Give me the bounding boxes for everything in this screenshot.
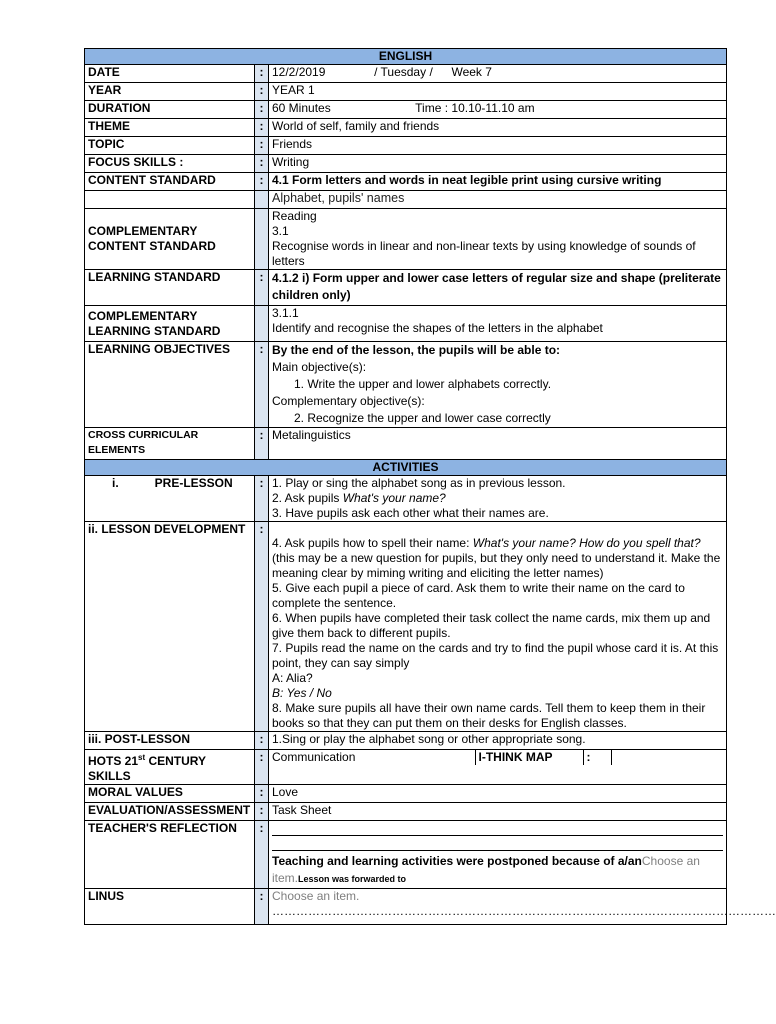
objectives-intro: By the end of the lesson, the pupils will be able to: [272, 343, 561, 357]
reflection-line-1[interactable] [272, 821, 723, 836]
reflection-label: TEACHER'S REFLECTION [85, 821, 255, 889]
colon: : [255, 342, 269, 428]
learning-standard-label: LEARNING STANDARD [85, 270, 255, 306]
linus-choose-dropdown[interactable]: Choose an item. [272, 889, 360, 903]
linus-value [269, 889, 776, 925]
reflection-postponed [272, 853, 723, 888]
colon: : [255, 65, 269, 83]
cross-curricular-value: Metalinguistics [269, 428, 727, 460]
linus-label: LINUS [85, 889, 255, 925]
ithink-label: I-THINK MAP [475, 750, 583, 765]
evaluation-label: EVALUATION/ASSESSMENT [85, 803, 255, 821]
pre-lesson-text: PRE-LESSON [154, 476, 233, 490]
dev-step-6: 6. When pupils have completed their task collect the name cards, mix them up and give them back to different pupils. [272, 611, 711, 640]
colon: : [255, 155, 269, 173]
colon: : [255, 428, 269, 460]
comp-objective-item: 2. Recognize the upper and lower case correctly [294, 411, 551, 425]
dev-step-5: 5. Give each pupil a piece of card. Ask them to write their name on the card to complete the sentence. [272, 581, 685, 610]
dev-step-8: 8. Make sure pupils all have their own name cards. Tell them to keep them in their books so that they can put them on their desks for English classes. [272, 701, 706, 730]
reflection-postponed-text: Teaching and learning activities were postponed because of a/an [272, 854, 642, 868]
colon: : [255, 83, 269, 101]
week-text: Week 7 [451, 65, 492, 79]
hots-label-b: CENTURY SKILLS [88, 754, 206, 783]
comp-content-standard-value [269, 209, 727, 270]
main-objective-heading: Main objective(s): [272, 360, 367, 374]
comp-content-line-3: Recognise words in linear and non-linear texts by using knowledge of sounds of letters [272, 239, 696, 268]
reflection-forwarded-text: Lesson was forwarded to [298, 874, 407, 884]
pre-lesson-num: i. [112, 476, 119, 490]
learning-objectives-label: LEARNING OBJECTIVES [85, 342, 255, 428]
hots-label [85, 750, 255, 785]
header-english: ENGLISH [85, 49, 727, 65]
comp-learning-standard-value [269, 306, 727, 342]
lesson-development-value [269, 522, 727, 732]
reflection-value [269, 821, 727, 889]
date-value [269, 65, 727, 83]
focus-skills-value: Writing [269, 155, 727, 173]
hots-label-a: HOTS 21 [88, 754, 139, 768]
pre-lesson-step-1: 1. Play or sing the alphabet song as in previous lesson. [272, 476, 566, 490]
evaluation-value: Task Sheet [269, 803, 727, 821]
ithink-value [611, 750, 726, 765]
hots-label-sup: st [138, 753, 146, 762]
dev-step-7: 7. Pupils read the name on the cards and try to find the pupil whose card it is. At this point, they can say simply [272, 641, 719, 670]
dev-b-line: B: Yes / No [272, 686, 332, 700]
date-text: 12/2/2019 [272, 65, 326, 79]
focus-skills-label: FOCUS SKILLS : [85, 155, 255, 173]
pre-lesson-step-2-question: What's your name? [342, 491, 446, 505]
comp-content-standard-label: COMPLEMENTARY CONTENT STANDARD [85, 209, 255, 270]
colon: : [255, 137, 269, 155]
comp-learning-line-2: Identify and recognise the shapes of the letters in the alphabet [272, 321, 603, 335]
pre-lesson-value [269, 476, 727, 522]
colon: : [255, 803, 269, 821]
dev-a-line: A: Alia? [272, 671, 313, 685]
colon: : [255, 732, 269, 750]
date-label: DATE [85, 65, 255, 83]
extra-row-value: Alphabet, pupils' names [269, 191, 727, 209]
comp-content-line-1: Reading [272, 209, 317, 223]
topic-value: Friends [269, 137, 727, 155]
dev-step-4-question: What's your name? How do you spell that? [472, 536, 701, 550]
colon: : [255, 101, 269, 119]
reflection-line-2[interactable] [272, 836, 723, 851]
pre-lesson-step-2-text: 2. Ask pupils [272, 491, 343, 505]
theme-value: World of self, family and friends [269, 119, 727, 137]
learning-standard-value: 4.1.2 i) Form upper and lower case letters of regular size and shape (preliterate children only) [269, 270, 727, 306]
colon: : [255, 522, 269, 732]
colon-empty [255, 191, 269, 209]
comp-learning-line-1: 3.1.1 [272, 306, 299, 320]
colon: : [255, 889, 269, 925]
comp-learning-standard-label: COMPLEMENTARY LEARNING STANDARD [85, 306, 255, 342]
moral-values-value: Love [269, 785, 727, 803]
pre-lesson-label [85, 476, 255, 522]
content-standard-value: 4.1 Form letters and words in neat legible print using cursive writing [269, 173, 727, 191]
colon-empty [255, 209, 269, 270]
day-text: / Tuesday / [374, 65, 433, 79]
lesson-plan-table [84, 48, 776, 925]
dev-step-4-b: (this may be a new question for pupils, but they only need to understand it. Make the meaning clear by miming writing and eliciting the letter names) [272, 551, 721, 580]
header-activities: ACTIVITIES [85, 460, 727, 476]
duration-text: 60 Minutes [272, 101, 331, 115]
linus-dots: ……………………………………………………………………………………………………………… [272, 904, 776, 918]
post-lesson-label: iii. POST-LESSON [85, 732, 255, 750]
colon: : [255, 270, 269, 306]
pre-lesson-step-3: 3. Have pupils ask each other what their names are. [272, 506, 549, 520]
hots-inner-table [269, 750, 726, 765]
reflection-choose-dropdown[interactable]: Choose an item. [272, 854, 700, 885]
duration-label: DURATION [85, 101, 255, 119]
theme-label: THEME [85, 119, 255, 137]
time-text: Time : 10.10-11.10 am [415, 101, 535, 115]
post-lesson-value: 1.Sing or play the alphabet song or other appropriate song. [269, 732, 727, 750]
colon: : [255, 119, 269, 137]
cross-curricular-label: CROSS CURRICULAR ELEMENTS [85, 428, 255, 460]
year-label: YEAR [85, 83, 255, 101]
moral-values-label: MORAL VALUES [85, 785, 255, 803]
comp-objective-heading: Complementary objective(s): [272, 394, 425, 408]
dev-step-4-a: 4. Ask pupils how to spell their name: [272, 536, 473, 550]
empty-cell [85, 191, 255, 209]
learning-objectives-value [269, 342, 727, 428]
colon: : [255, 476, 269, 522]
dev-step-4 [272, 536, 723, 581]
topic-label: TOPIC [85, 137, 255, 155]
duration-value [269, 101, 727, 119]
year-value: YEAR 1 [269, 83, 727, 101]
colon-empty [255, 306, 269, 342]
lesson-development-label: ii. LESSON DEVELOPMENT [85, 522, 255, 732]
colon: : [255, 785, 269, 803]
comp-content-line-2: 3.1 [272, 224, 289, 238]
colon: : [255, 821, 269, 889]
hots-value-cell [269, 750, 727, 785]
colon: : [255, 750, 269, 785]
main-objective-item: 1. Write the upper and lower alphabets correctly. [294, 377, 552, 391]
hots-value: Communication [269, 750, 475, 765]
colon: : [255, 173, 269, 191]
pre-lesson-step-2 [272, 491, 723, 506]
content-standard-label: CONTENT STANDARD [85, 173, 255, 191]
ithink-colon: : [583, 750, 611, 765]
